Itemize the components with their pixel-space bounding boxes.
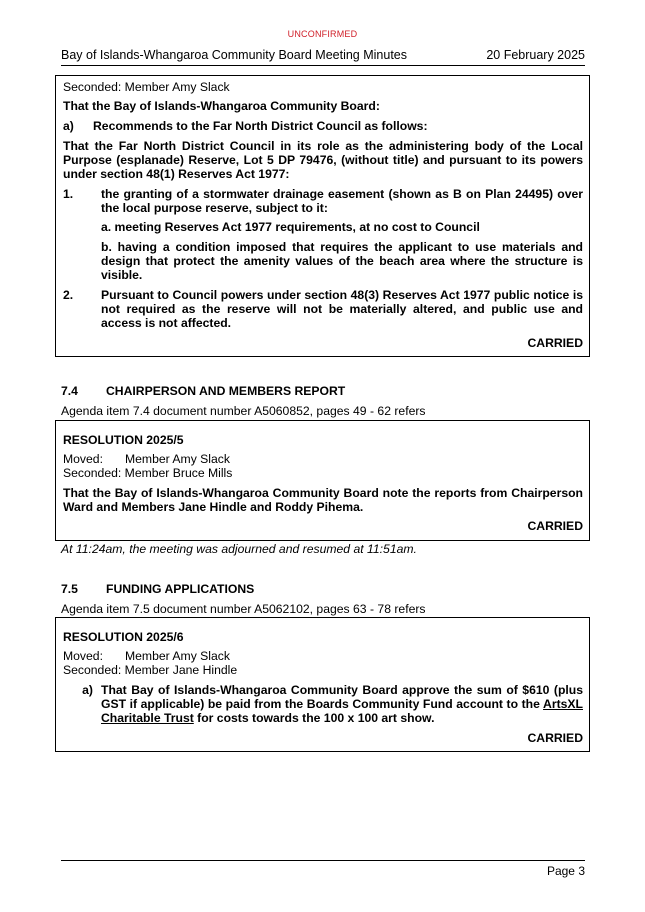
moved-line: Moved: Member Amy Slack — [63, 649, 230, 663]
item-1: 1. the granting of a stormwater drainage easement (shown as B on Plan 24495) over the local purpose reserve, subject to it: — [63, 187, 583, 215]
sub-item-a: a. meeting Reserves Act 1977 requirements, at no cost to Council — [101, 220, 480, 234]
page-number: Page 3 — [546, 864, 585, 878]
section-heading-7-5: 7.5 FUNDING APPLICATIONS — [61, 582, 255, 596]
moved-line: Moved: Member Amy Slack — [63, 452, 230, 466]
resolution-number: RESOLUTION 2025/5 — [63, 433, 184, 447]
carried-label: CARRIED — [527, 336, 583, 350]
header-divider — [61, 65, 585, 66]
seconded-line: Seconded: Member Bruce Mills — [63, 466, 233, 480]
clause-paragraph: That the Far North District Council in its role as the administering body of the Local Purpose (esplanade) Reserve, Lot 5 DP 79476, (without title) and pursuant to its powers under section 48(1) Reserves Act 1977: — [63, 139, 583, 181]
sub-item-b: b. having a condition imposed that requires the applicant to use materials and design that protect the amenity values of the beach area where the structure is visible. — [101, 240, 583, 282]
resolution-number: RESOLUTION 2025/6 — [63, 630, 184, 644]
clause-a: a) Recommends to the Far North District Council as follows: — [63, 119, 428, 133]
agenda-reference: Agenda item 7.5 document number A5062102, pages 63 - 78 refers — [61, 602, 426, 616]
agenda-reference: Agenda item 7.4 document number A5060852, pages 49 - 62 refers — [61, 404, 426, 418]
resolution-box-continued — [55, 75, 590, 357]
footer-divider — [61, 860, 585, 861]
item-2: 2. Pursuant to Council powers under section 48(3) Reserves Act 1977 public notice is not required as the reserve will not be materially altered, and public use and access is not affected. — [63, 288, 583, 330]
resolution-box-2025-5 — [55, 420, 590, 541]
resolution-text: That Bay of Islands-Whangaroa Community Board approve the sum of $610 (plus GST if applicable) be paid from the Boards Community Fund account to the ArtsXL Charitable Trust for costs towards the 100 x 100 art show. — [101, 683, 583, 725]
resolution-intro: That the Bay of Islands-Whangaroa Community Board: — [63, 99, 380, 113]
seconded-line: Seconded: Member Amy Slack — [63, 80, 230, 94]
resolution-text: That the Bay of Islands-Whangaroa Community Board note the reports from Chairperson Ward and Members Jane Hindle and Roddy Pihema. — [63, 486, 583, 514]
meeting-date: 20 February 2025 — [486, 48, 585, 62]
document-title: Bay of Islands-Whangaroa Community Board Meeting Minutes — [61, 48, 407, 62]
clause-a: a) That Bay of Islands-Whangaroa Community Board approve the sum of $610 (plus GST if applicable) be paid from the Boards Community Fund account to the ArtsXL Charitable Trust for costs towards the 100 x 100 art show. — [82, 683, 583, 725]
section-heading-7-4: 7.4 CHAIRPERSON AND MEMBERS REPORT — [61, 384, 346, 398]
unconfirmed-stamp: UNCONFIRMED — [287, 29, 358, 39]
page-header — [61, 48, 585, 62]
carried-label: CARRIED — [527, 519, 583, 533]
carried-label: CARRIED — [527, 731, 583, 745]
adjournment-note: At 11:24am, the meeting was adjourned and resumed at 11:51am. — [61, 542, 417, 556]
seconded-line: Seconded: Member Jane Hindle — [63, 663, 238, 677]
trust-name-link: ArtsXL Charitable Trust — [101, 697, 583, 725]
resolution-box-2025-6 — [55, 617, 590, 752]
